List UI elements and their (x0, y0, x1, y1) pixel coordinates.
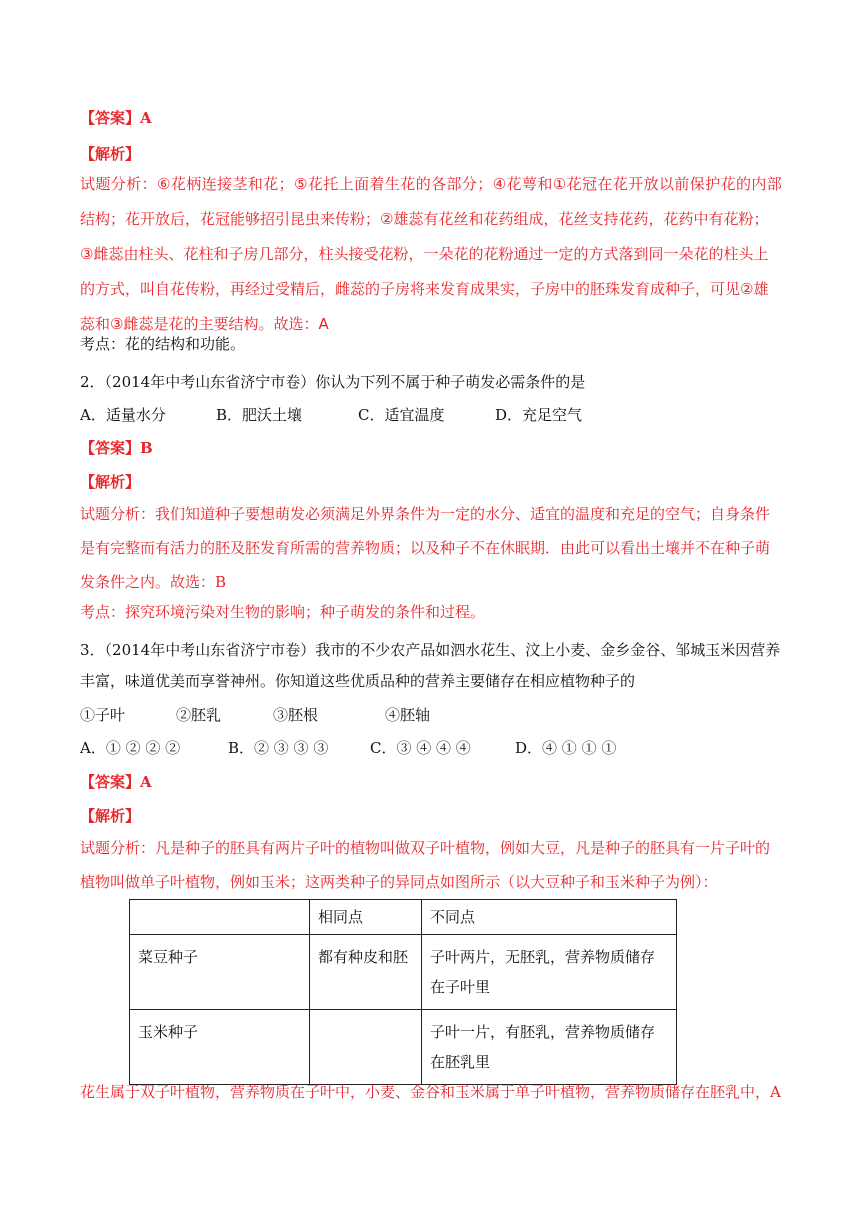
table-cell: 子叶两片，无胚乳，营养物质储存在子叶里 (422, 935, 677, 1010)
q2-analysis-line-3: 发条件之内。故选：B (80, 573, 227, 591)
q1-analysis-line-3: ③雌蕊由柱头、花柱和子房几部分，柱头接受花粉，一朵花的花粉通过一定的方式落到同一朵花的柱头上 (80, 245, 769, 263)
q3-item-3: ③胚根 (273, 706, 319, 724)
table-cell: 都有种皮和胚 (310, 935, 422, 1010)
q3-analysis-tail: 花生属于双子叶植物，营养物质在子叶中，小麦、金谷和玉米属于单子叶植物，营养物质储存在胚乳中，A (80, 1083, 781, 1101)
q2-options (80, 405, 582, 425)
q1-analysis-line-2: 结构；花开放后，花冠能够招引昆虫来传粉；②雄蕊有花丝和花药组成，花丝支持花药，花药中有花粉； (80, 210, 769, 228)
q2-kaodian: 考点：探究环境污染对生物的影响；种子萌发的条件和过程。 (80, 603, 486, 621)
q3-items (80, 705, 430, 725)
q2-option-b: B．肥沃土壤 (216, 406, 303, 424)
q3-analysis-line-2: 植物叫做单子叶植物，例如玉米；这两类种子的异同点如图所示（以大豆种子和玉米种子为例）： (80, 873, 718, 891)
table-header-cell: 相同点 (310, 900, 422, 935)
q3-question-line-1: 3．（2014年中考山东省济宁市卷）我市的不少农产品如泗水花生、汶上小麦、金乡金谷、邹城玉米因营养 (80, 641, 781, 659)
table-header-row (130, 900, 677, 935)
q2-option-c: C．适宜温度 (358, 406, 445, 424)
q3-option-c: C．③ ④ ④ ④ (370, 739, 471, 757)
q3-option-a: A．① ② ② ② (80, 739, 181, 757)
q3-analysis-label: 【解析】 (80, 807, 141, 825)
q1-answer: 【答案】A (80, 109, 152, 127)
q2-answer: 【答案】B (80, 439, 153, 457)
table-header-cell: 不同点 (422, 900, 677, 935)
q2-analysis-line-1: 试题分析：我们知道种子要想萌发必须满足外界条件为一定的水分、适宜的温度和充足的空气；自身条件 (80, 505, 771, 523)
q3-options (80, 738, 616, 758)
q3-item-1: ①子叶 (80, 706, 126, 724)
q1-analysis-line-1: 试题分析：⑥花柄连接茎和花；⑤花托上面着生花的各部分；④花萼和①花冠在花开放以前保护花的内部 (80, 175, 783, 193)
q2-analysis-label: 【解析】 (80, 473, 141, 491)
q1-analysis-line-5: 蕊和③雌蕊是花的主要结构。故选：A (80, 315, 329, 333)
table-cell (310, 1010, 422, 1085)
q2-analysis-line-2: 是有完整而有活力的胚及胚发育所需的营养物质；以及种子不在休眠期．由此可以看出土壤并不在种子萌 (80, 539, 771, 557)
q2-question: 2．（2014年中考山东省济宁市卷）你认为下列不属于种子萌发必需条件的是 (80, 373, 586, 391)
q2-option-d: D．充足空气 (495, 406, 583, 424)
q1-analysis-label: 【解析】 (80, 145, 141, 163)
q3-analysis-line-1: 试题分析：凡是种子的胚具有两片子叶的植物叫做双子叶植物，例如大豆，凡是种子的胚具有一片子叶的 (80, 839, 771, 857)
q1-analysis-line-4: 的方式，叫自花传粉，再经过受精后，雌蕊的子房将来发育成果实，子房中的胚珠发育成种子，可见②雄 (80, 280, 769, 298)
q3-answer: 【答案】A (80, 773, 152, 791)
table-cell: 子叶一片，有胚乳，营养物质储存在胚乳里 (422, 1010, 677, 1085)
q1-kaodian: 考点：花的结构和功能。 (80, 335, 246, 353)
table-row (130, 1010, 677, 1085)
q3-item-2: ②胚乳 (176, 706, 222, 724)
table-cell: 玉米种子 (130, 1010, 310, 1085)
q3-item-4: ④胚轴 (385, 706, 431, 724)
q3-option-d: D．④ ① ① ① (515, 739, 617, 757)
q3-option-b: B．② ③ ③ ③ (228, 739, 329, 757)
seed-comparison-table (129, 899, 677, 1085)
table-header-cell (130, 900, 310, 935)
table-row (130, 935, 677, 1010)
q2-option-a: A．适量水分 (80, 406, 166, 424)
q3-question-line-2: 丰富，味道优美而享誉神州。你知道这些优质品种的营养主要储存在相应植物种子的 (80, 672, 636, 690)
table-cell: 菜豆种子 (130, 935, 310, 1010)
